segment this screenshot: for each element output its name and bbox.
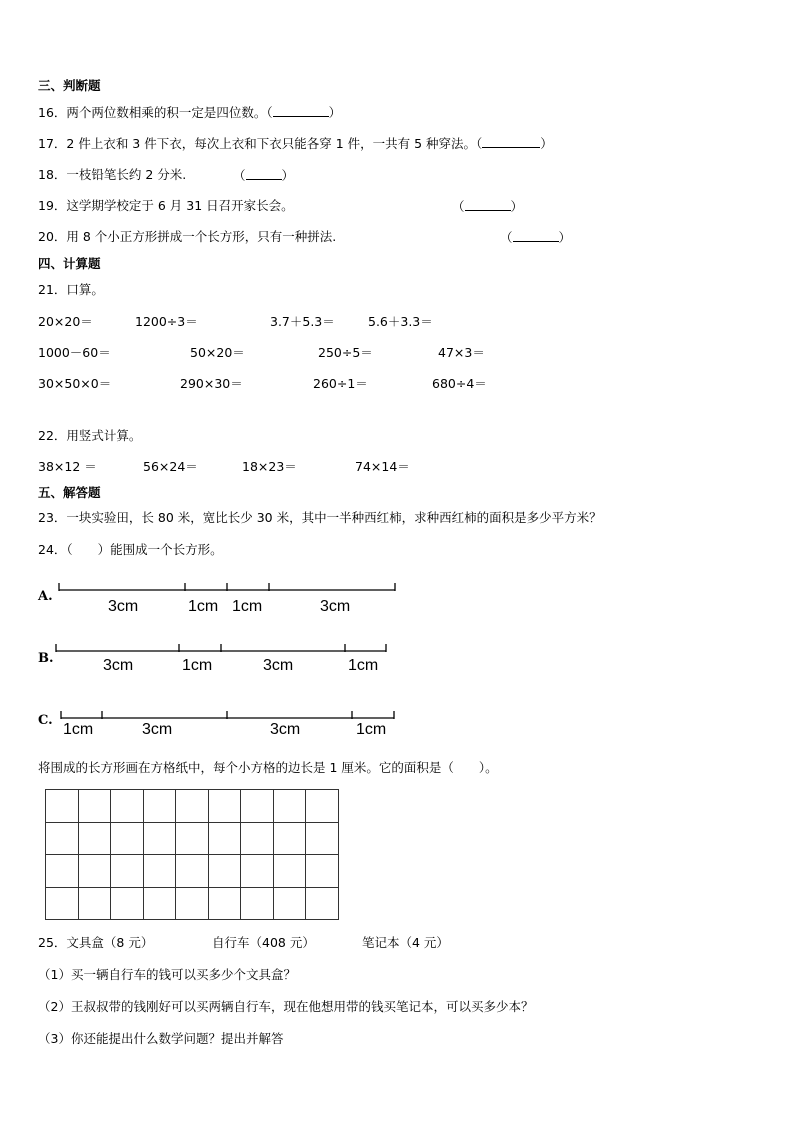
segment-length-label: 1cm	[356, 721, 387, 738]
question-20-text: 20．用 8 个小正方形拼成一个长方形，只有一种拼法.	[38, 229, 337, 244]
calc-item: 20×20＝	[38, 314, 93, 329]
question-19-text: 19．这学期学校定于 6 月 31 日召开家长会。	[38, 198, 294, 213]
segment-length-label: 3cm	[108, 598, 139, 615]
section-solve-heading: 五、解答题	[38, 485, 101, 500]
option-a-label: A.	[38, 589, 53, 604]
paren-close: ）	[328, 105, 342, 120]
q25-item-bicycle: 自行车（408 元）	[212, 935, 315, 950]
question-22-title: 22．用竖式计算。	[38, 428, 142, 443]
question-24-area: 将围成的长方形画在方格纸中，每个小方格的边长是 1 厘米。它的面积是（ ）。	[38, 760, 498, 775]
calc-item: 3.7＋5.3＝	[270, 314, 335, 329]
calc-item: 1000－60＝	[38, 345, 111, 360]
question-25-2: （2）王叔叔带的钱刚好可以买两辆自行车，现在他想用带的钱买笔记本，可以买多少本？	[38, 999, 534, 1014]
segment-length-label: 3cm	[320, 598, 351, 615]
question-23: 23．一块实验田，长 80 米，宽比长少 30 米，其中一半种西红柿，求种西红柿的面积是多少平方米？	[38, 510, 602, 525]
q25-item-pencil-box: 25．文具盒（8 元）	[38, 935, 154, 950]
section-judge-heading: 三、判断题	[38, 78, 101, 93]
calc-item: 290×30＝	[180, 376, 243, 391]
option-c-label: C.	[38, 713, 53, 728]
calc-item: 56×24＝	[143, 459, 198, 474]
section-calc-heading: 四、计算题	[38, 256, 101, 271]
paren-close: ）	[510, 199, 524, 214]
paren-close: ）	[281, 168, 295, 183]
calc-item: 38×12 ＝	[38, 459, 97, 474]
segment-length-label: 1cm	[63, 721, 94, 738]
calc-item: 47×3＝	[438, 345, 485, 360]
calc-item: 50×20＝	[190, 345, 245, 360]
calc-item: 1200÷3＝	[135, 314, 198, 329]
paren-close: ）	[540, 136, 553, 151]
segment-length-label: 3cm	[142, 721, 173, 738]
segment-length-label: 3cm	[103, 657, 134, 674]
question-21-title: 21．口算。	[38, 282, 104, 297]
paren-open: （	[233, 168, 246, 183]
calc-item: 250÷5＝	[318, 345, 373, 360]
segment-length-label: 1cm	[188, 598, 219, 615]
segment-length-label: 1cm	[348, 657, 379, 674]
segment-length-label: 1cm	[232, 598, 263, 615]
paren-close: ）	[558, 230, 572, 245]
segment-length-label: 1cm	[182, 657, 213, 674]
grid-paper	[45, 789, 339, 920]
segment-length-label: 3cm	[263, 657, 294, 674]
calc-item: 5.6＋3.3＝	[368, 314, 433, 329]
calc-item: 74×14＝	[355, 459, 410, 474]
paren-open: （	[500, 230, 513, 245]
question-17-text: 17．2 件上衣和 3 件下衣，每次上衣和下衣只能各穿 1 件，一共有 5 种穿法。（	[38, 136, 483, 151]
question-16-text: 16．两个两位数相乘的积一定是四位数。（	[38, 105, 273, 120]
option-b-label: B.	[38, 651, 54, 666]
question-18-text: 18．一枝铅笔长约 2 分米.	[38, 167, 187, 182]
paren-open: （	[452, 199, 465, 214]
question-25-1: （1）买一辆自行车的钱可以买多少个文具盒？	[38, 967, 296, 982]
calc-item: 18×23＝	[242, 459, 297, 474]
q25-item-notebook: 笔记本（4 元）	[362, 935, 449, 950]
question-24: 24．（ ）能围成一个长方形。	[38, 542, 223, 557]
question-25-3: （3）你还能提出什么数学问题？提出并解答	[38, 1031, 284, 1046]
segment-length-label: 3cm	[270, 721, 301, 738]
calc-item: 260÷1＝	[313, 376, 368, 391]
calc-item: 30×50×0＝	[38, 376, 112, 391]
calc-item: 680÷4＝	[432, 376, 487, 391]
